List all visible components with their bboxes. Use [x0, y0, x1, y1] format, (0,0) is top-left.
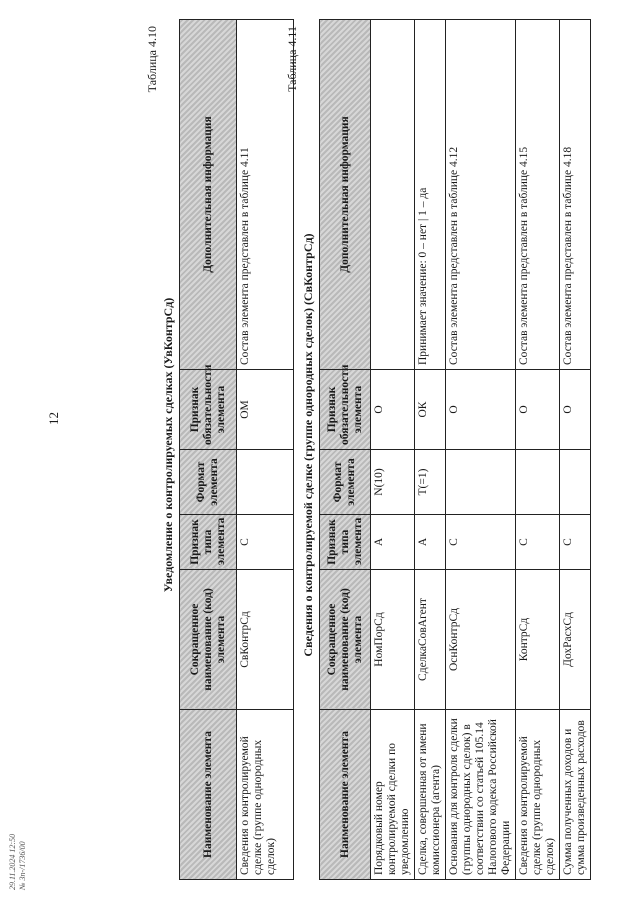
table-4-11-block [285, 10, 640, 880]
header-cell: Признак обязательности элемента [320, 370, 371, 450]
cell-type: С [446, 515, 516, 570]
table-4-10 [179, 19, 294, 880]
header-cell: Сокращенное наименование (код) элемента [180, 570, 237, 710]
document-stamp [8, 834, 28, 890]
cell-code: НомПорСд [371, 570, 415, 710]
cell-code: СделкаСовАгент [415, 570, 446, 710]
cell-format [560, 450, 591, 515]
cell-name: Порядковый номер контролируемой сделки по уведомлению [371, 710, 415, 880]
header-cell: Дополнительная информация [320, 20, 371, 370]
table-title: Сведения о контролируемой сделке (группе однородных сделок) (СвКонтрСд) [301, 233, 315, 657]
cell-code: ДохРасхСд [560, 570, 591, 710]
table-row [560, 20, 591, 880]
cell-required: ОК [415, 370, 446, 450]
table-row [516, 20, 560, 880]
cell-format [516, 450, 560, 515]
cell-type: С [560, 515, 591, 570]
cell-name: Сведения о контролируемой сделке (группе однородных сделок) [237, 710, 294, 880]
header-cell: Признак обязательности элемента [180, 370, 237, 450]
table-number: Таблица 4.10 [145, 26, 159, 93]
cell-format: N(10) [371, 450, 415, 515]
cell-info: Состав элемента представлен в таблице 4.15 [516, 20, 560, 370]
cell-required: О [446, 370, 516, 450]
cell-info: Состав элемента представлен в таблице 4.11 [237, 20, 294, 370]
table-caption [285, 10, 319, 880]
header-cell: Наименование элемента [320, 710, 371, 880]
table-caption [145, 10, 179, 880]
cell-required: О [560, 370, 591, 450]
cell-info: Принимает значение: 0 – нет | 1 – да [415, 20, 446, 370]
table-header-row [320, 20, 371, 880]
header-cell: Сокращенное наименование (код) элемента [320, 570, 371, 710]
table-number: Таблица 4.11 [285, 26, 299, 92]
cell-name: Сумма полученных доходов и сумма произведенных расходов [560, 710, 591, 880]
cell-info: Состав элемента представлен в таблице 4.12 [446, 20, 516, 370]
cell-code: СвКонтрСд [237, 570, 294, 710]
table-row [446, 20, 516, 880]
table-row [415, 20, 446, 880]
table-header-row [180, 20, 237, 880]
cell-info [371, 20, 415, 370]
page-number: 12 [46, 412, 61, 425]
cell-required: О [516, 370, 560, 450]
header-cell: Формат элемента [180, 450, 237, 515]
table-title: Уведомление о контролируемых сделках (УвКонтрСд) [161, 297, 175, 593]
cell-required: О [371, 370, 415, 450]
cell-info: Состав элемента представлен в таблице 4.18 [560, 20, 591, 370]
header-cell: Формат элемента [320, 450, 371, 515]
cell-type: А [371, 515, 415, 570]
cell-name: Сделка, совершенная от имени комиссионера (агента) [415, 710, 446, 880]
cell-required: ОМ [237, 370, 294, 450]
header-cell: Наименование элемента [180, 710, 237, 880]
cell-name: Основания для контроля сделки (группы однородных сделок) в соответствии со статьей 105.14 Налогового кодекса Российской Федерации [446, 710, 516, 880]
header-cell: Дополнительная информация [180, 20, 237, 370]
cell-code: КонтрСд [516, 570, 560, 710]
cell-name: Сведения о контролируемой сделке (группе однородных сделок) [516, 710, 560, 880]
cell-code: ОснКонтрСд [446, 570, 516, 710]
stamp-line: № Зп-/1736/00 [18, 841, 27, 890]
table-4-11 [319, 19, 591, 880]
cell-type: А [415, 515, 446, 570]
header-cell: Признак типа элемента [320, 515, 371, 570]
cell-type: С [516, 515, 560, 570]
cell-format [446, 450, 516, 515]
cell-type: С [237, 515, 294, 570]
cell-format: T(=1) [415, 450, 446, 515]
header-cell: Признак типа элемента [180, 515, 237, 570]
stamp-line: 29.11.2024 12:50 [8, 833, 17, 890]
table-row [371, 20, 415, 880]
